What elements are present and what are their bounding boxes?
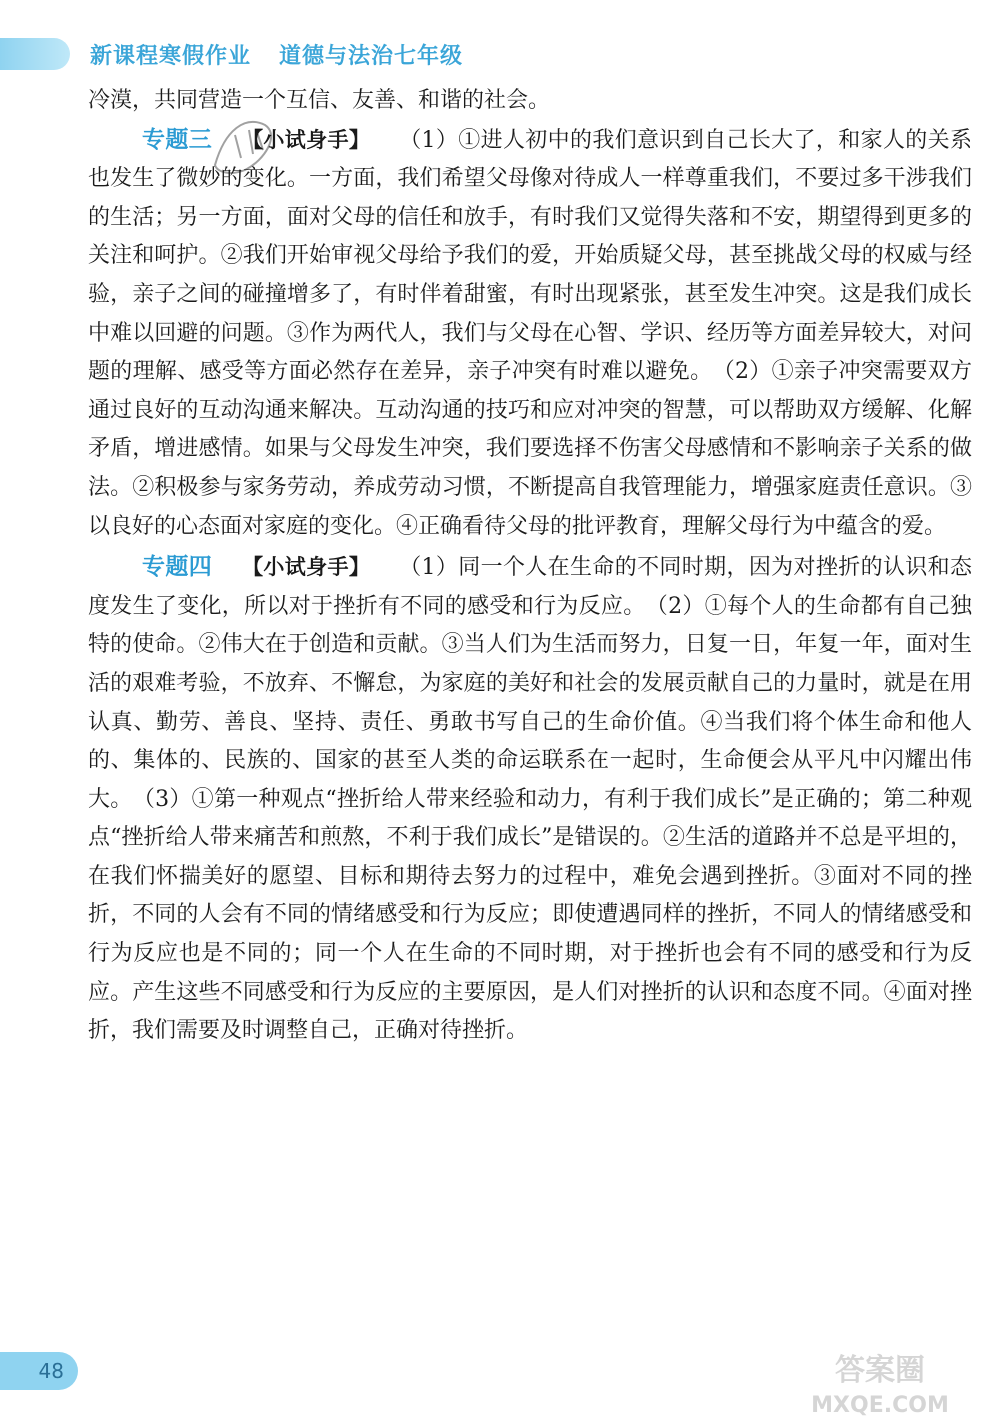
topic-three-section bbox=[88, 121, 972, 547]
page-number-tab bbox=[0, 1352, 78, 1390]
svg-text:答案圈: 答案圈 bbox=[835, 1353, 925, 1388]
topic-four-tag: 【小试身手】 bbox=[242, 555, 371, 580]
paragraph-continuation bbox=[88, 82, 972, 121]
topic-four-text: （1）同一个人在生命的不同时期，因为对挫折的认识和态度发生了变化，所以对于挫折有不同的感受和行为反应。 （2）①每个人的生命都有自己独特的使命。②伟大在于创造和贡献。③当人们为生活而努力，日复一日，年复一年，面对生活的艰难考验，不放弃、不懈怠，为家庭的美好和社会的发展贡献自己的力量时，就是在用认真、勤劳、善良、坚持、责任、勇敢书写自己的生命价值。④当我们将个体生命和他人的、集体的、民族的、国家的甚至人类的命运联系在一起时，生命便会从平凡中闪耀出伟大。 （3）①第一种观点“挫折给人带来经验和动力，有利于我们成长”是正确的；第二种观点“挫折给人带来痛苦和煎熬，不利于我们成长”是错误的。②生活的道路并不总是平坦的，在我们怀揣美好的愿望、目标和期待去努力的过程中，难免会遇到挫折。③面对不同的挫折，不同的人会有不同的情绪感受和行为反应；即使遭遇同样的挫折，不同人的情绪感受和行为反应也是不同的；同一个人在生命的不同时期，对于挫折也会有不同的感受和行为反应。产生这些不同感受和行为反应的主要原因，是人们对挫折的认识和态度不同。④面对挫折，我们需要及时调整自己，正确对待挫折。 bbox=[88, 555, 973, 1044]
topic-three-text: （1）①进人初中的我们意识到自己长大了，和家人的关系也发生了微妙的变化。一方面，我们希望父母像对待成人一样尊重我们，不要过多干涉我们的生活；另一方面，面对父母的信任和放手，有时我们又觉得失落和不安，期望得到更多的关注和呵护。②我们开始审视父母给予我们的爱，开始质疑父母，甚至挑战父母的权威与经验，亲子之间的碰撞增多了，有时伴着甜蜜，有时出现紧张，甚至发生冲突。这是我们成长中难以回避的问题。③作为两代人，我们与父母在心智、学识、经历等方面差异较大，对问题的理解、感受等方面必然存在差异，亲子冲突有时难以避免。 （2）①亲子冲突需要双方通过良好的互动沟通来解决。互动沟通的技巧和应对冲突的智慧，可以帮助双方缓解、化解矛盾，增进感情。如果与父母发生冲突，我们要选择不伤害父母感情和不影响亲子关系的做法。②积极参与家务劳动，养成劳动习惯，不断提高自我管理能力，增强家庭责任意识。③以良好的心态面对家庭的变化。④正确看待父母的批评教育，理解父母行为中蕴含的爱。 bbox=[88, 127, 973, 539]
topic-three-heading: 专题三 bbox=[142, 126, 213, 153]
watermark-logo bbox=[780, 1340, 980, 1420]
header-decoration-bar bbox=[0, 38, 70, 70]
topic-three-tag: 【小试身手】 bbox=[242, 127, 371, 152]
answer-body bbox=[88, 82, 972, 1051]
subject-title: 道德与法治七年级 bbox=[279, 43, 464, 69]
topic-four-heading: 专题四 bbox=[142, 554, 213, 581]
paragraph-text: 冷漠，共同营造一个互信、友善、和谐的社会。 bbox=[88, 88, 551, 113]
series-title: 新课程寒假作业 bbox=[90, 43, 252, 69]
svg-text:MXQE.COM: MXQE.COM bbox=[811, 1393, 949, 1418]
topic-four-section bbox=[88, 548, 972, 1051]
page-number: 48 bbox=[38, 1359, 64, 1383]
page-header bbox=[90, 38, 463, 70]
